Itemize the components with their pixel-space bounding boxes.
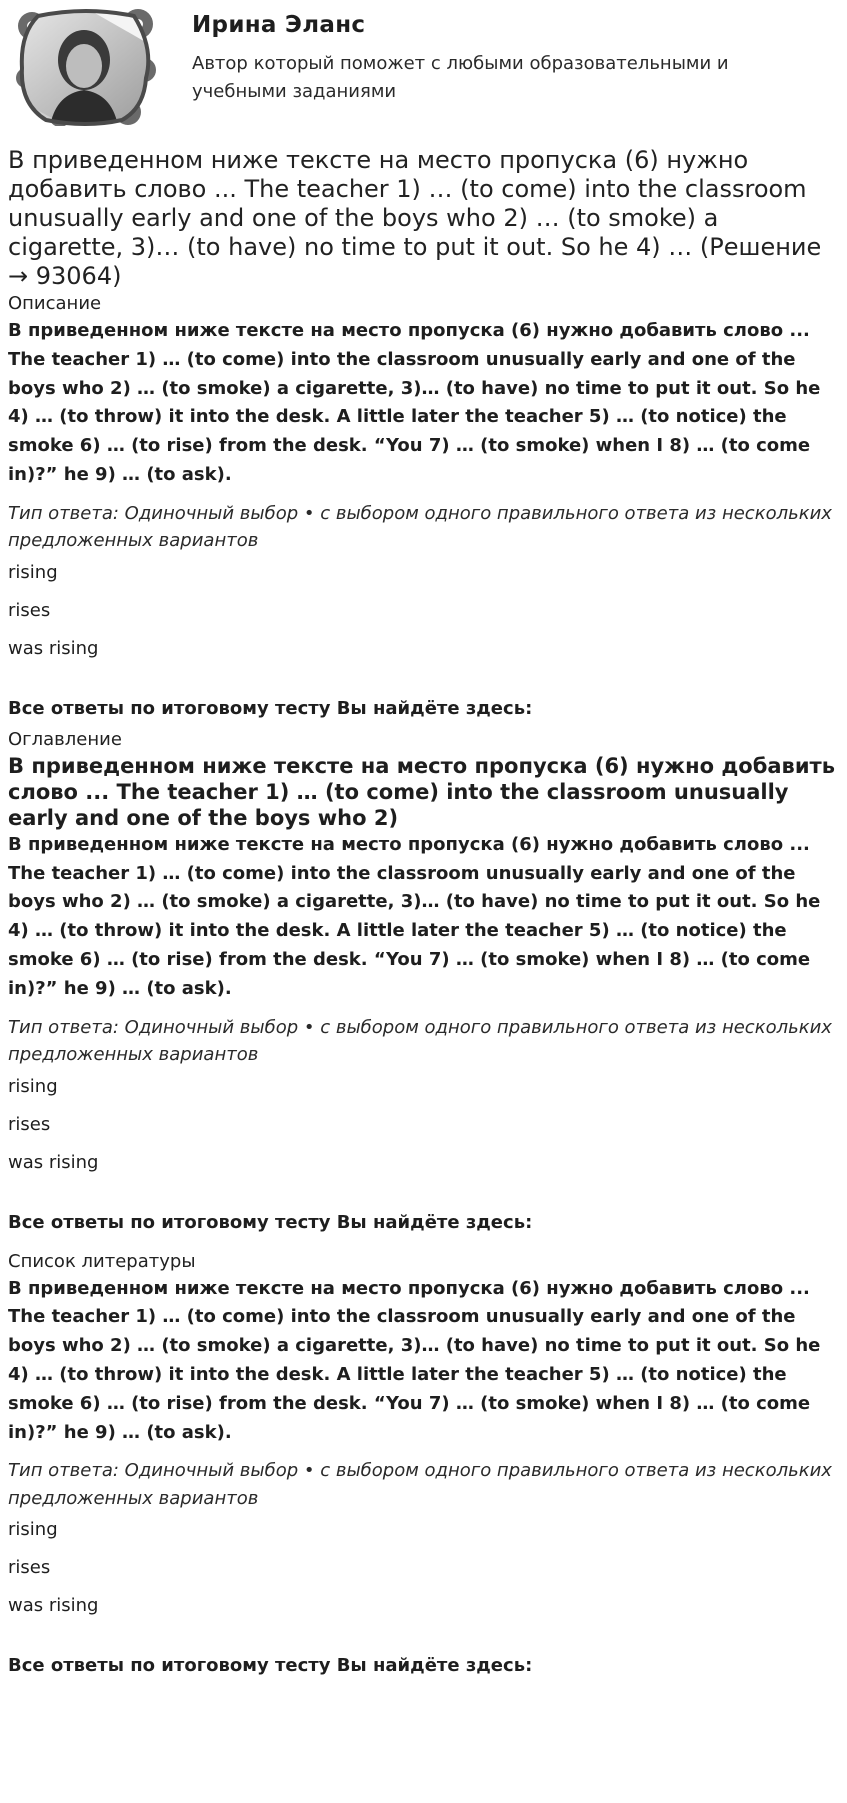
answer-type: Тип ответа: Одиночный выбор • с выбором одного правильного ответа из нескольких предложенных вариантов [8, 502, 832, 552]
question-text: В приведенном ниже тексте на место пропуска (6) нужно добавить слово ... The teacher 1) … (to come) into the classroom unusually early and one of the boys who 2) … (to smoke) a cigarette, 3)… (to have) no time to put it out. So he 4) … (to throw) it into the desk. A little later the teacher 5) … (to notice) the smoke 6) … (to rise) from the desk. “You 7) … (to smoke) when I 8) … (to come in)?” he 9) … (to ask). [8, 320, 821, 485]
options-list [8, 563, 839, 659]
description-section [8, 291, 839, 719]
section-label-references: Список литературы [8, 1250, 196, 1272]
author-avatar[interactable] [16, 8, 156, 126]
option-item: was rising [8, 1595, 99, 1617]
option-item: rises [8, 1557, 51, 1579]
page-title: В приведенном ниже тексте на место пропуска (6) нужно добавить слово ... The teacher 1) … (to come) into the classroom unusually early and one of the boys who 2) … (to smoke) a cigarette, 3)… (to have) no time to put it out. So he 4) … (Решение → 93064) [8, 146, 822, 290]
section-label-description: Описание [8, 293, 102, 314]
option-item: rising [8, 1519, 58, 1541]
author-name[interactable]: Ирина Эланс [192, 12, 366, 38]
option-item: rising [8, 561, 58, 583]
option-item: was rising [8, 637, 99, 659]
options-list [8, 1520, 839, 1616]
author-card [8, 0, 839, 140]
option-item: was rising [8, 1151, 99, 1173]
answer-type: Тип ответа: Одиночный выбор • с выбором одного правильного ответа из нескольких предложенных вариантов [8, 1460, 832, 1509]
answers-link[interactable]: Все ответы по итоговому тесту Вы найдёте здесь: [8, 697, 533, 719]
section-label-contents: Оглавление [8, 728, 122, 750]
answers-link[interactable]: Все ответы по итоговому тесту Вы найдёте здесь: [8, 1211, 533, 1233]
answers-link[interactable]: Все ответы по итоговому тесту Вы найдёте здесь: [8, 1655, 533, 1677]
option-item: rises [8, 1113, 51, 1135]
contents-section [8, 727, 839, 1233]
answer-type: Тип ответа: Одиночный выбор • с выбором одного правильного ответа из нескольких предложенных вариантов [8, 1016, 832, 1066]
question-text: В приведенном ниже тексте на место пропуска (6) нужно добавить слово ... The teacher 1) … (to come) into the classroom unusually early and one of the boys who 2) … (to smoke) a cigarette, 3)… (to have) no time to put it out. So he 4) … (to throw) it into the desk. A little later the teacher 5) … (to notice) the smoke 6) … (to rise) from the desk. “You 7) … (to smoke) when I 8) … (to come in)?” he 9) … (to ask). [8, 833, 821, 999]
question-text: В приведенном ниже тексте на место пропуска (6) нужно добавить слово ... The teacher 1) … (to come) into the classroom unusually early and one of the boys who 2) … (to smoke) a cigarette, 3)… (to have) no time to put it out. So he 4) … (to throw) it into the desk. A little later the teacher 5) … (to notice) the smoke 6) … (to rise) from the desk. “You 7) … (to smoke) when I 8) … (to come in)?” he 9) … (to ask). [8, 1277, 821, 1443]
references-section [8, 1249, 839, 1677]
contents-heading: В приведенном ниже тексте на место пропуска (6) нужно добавить слово ... The teacher 1) … (to come) into the classroom unusually early and one of the boys who 2) [8, 753, 835, 830]
author-description: Автор который поможет с любыми образовательными и учебными заданиями [192, 53, 729, 102]
options-list [8, 1077, 839, 1173]
option-item: rising [8, 1075, 58, 1097]
option-item: rises [8, 599, 51, 621]
